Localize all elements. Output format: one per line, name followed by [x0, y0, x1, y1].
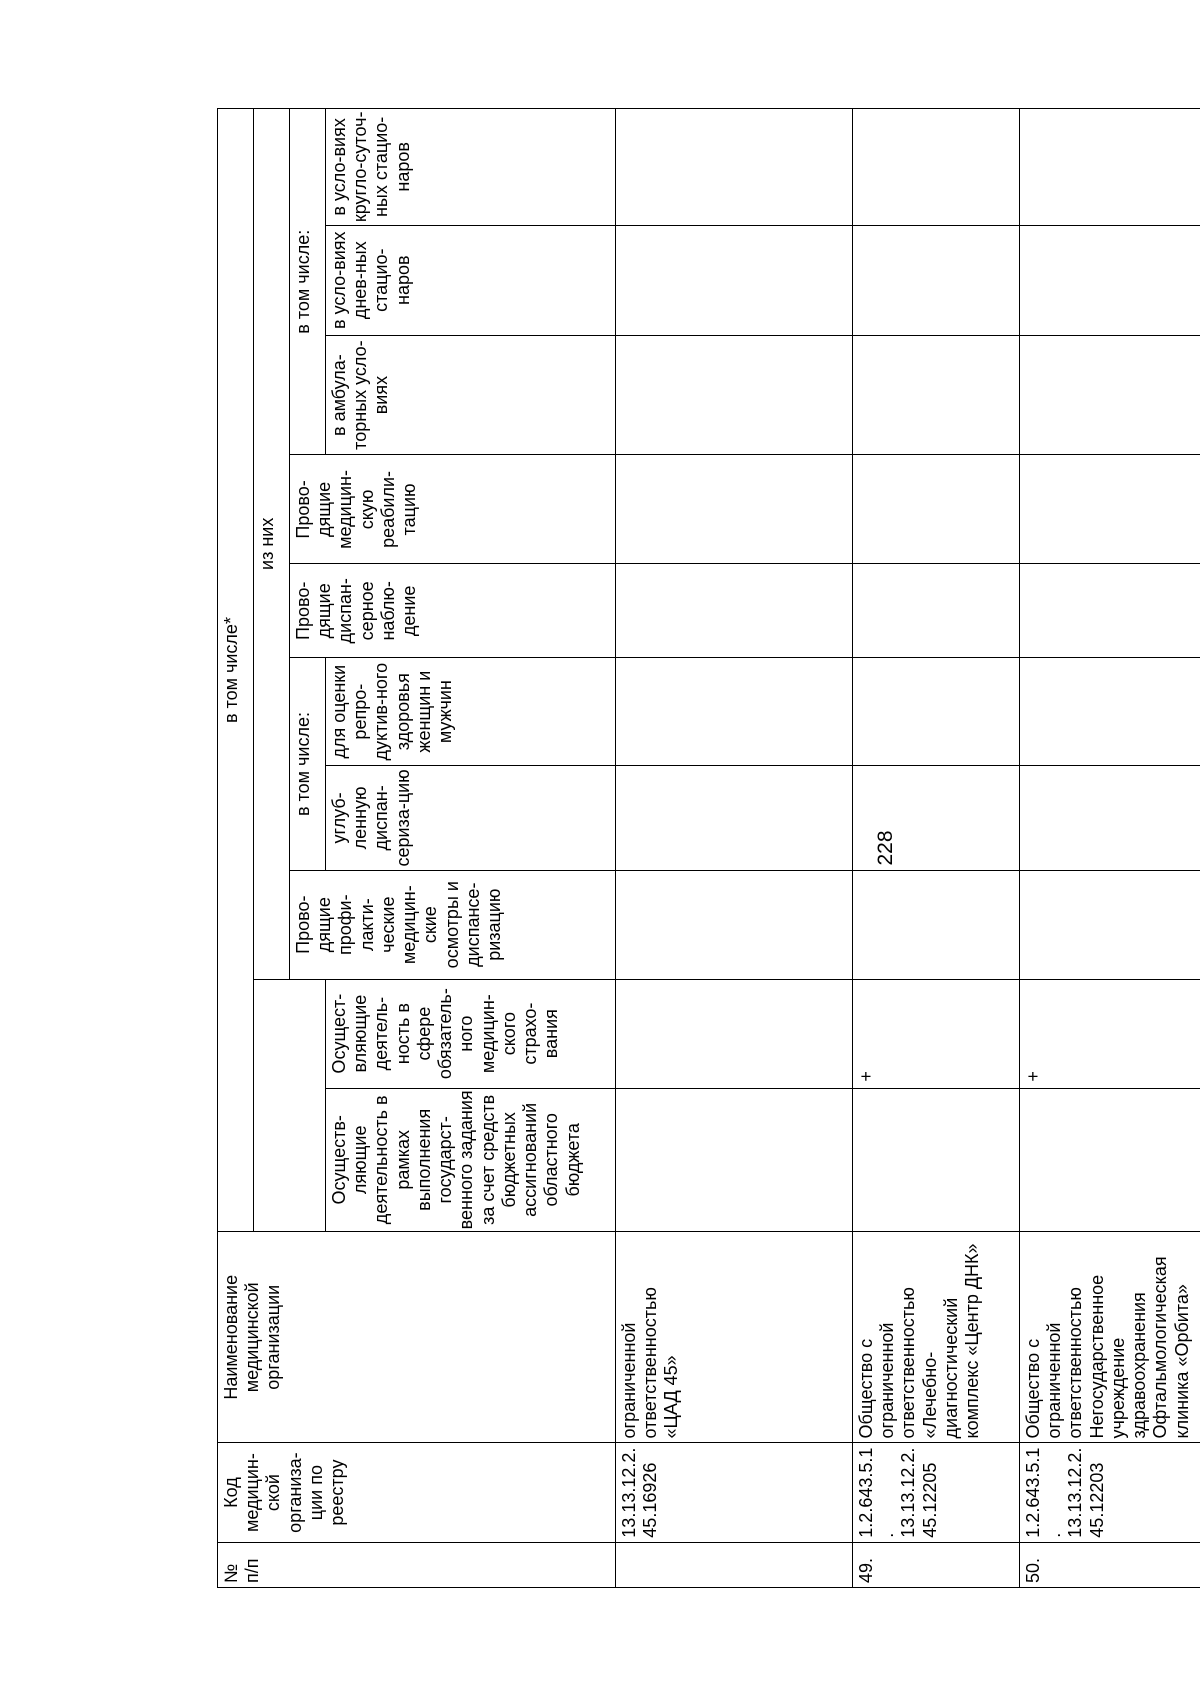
cell-day — [616, 225, 853, 335]
medical-organizations-table — [217, 108, 1200, 1588]
table-row — [853, 109, 1020, 1588]
cell-amb — [1020, 335, 1200, 455]
cell-day — [853, 225, 1020, 335]
cell-day — [1020, 225, 1200, 335]
cell-state-task — [616, 1088, 853, 1231]
cell-round — [1020, 109, 1200, 226]
header-incl-sub: в том числе: — [290, 658, 326, 870]
cell-prof — [1020, 870, 1200, 979]
cell-name: Общество с ограниченной ответственностью Негосударственное учреждение здравоохранения Офтальмологическая клиника «Орбита» — [1020, 1232, 1200, 1443]
cell-disp — [616, 564, 853, 658]
cell-num — [616, 1542, 853, 1587]
page-number: 228 — [874, 830, 897, 866]
header-disp: Прово-дящие диспан-серное наблю-дение — [290, 564, 616, 658]
cell-num: 50. — [1020, 1542, 1200, 1587]
cell-prof — [616, 870, 853, 979]
cell-repro — [616, 658, 853, 766]
header-code: Код медицин-ской организа-ции по реестру — [218, 1443, 616, 1542]
cell-rehab — [1020, 455, 1200, 564]
header-deep: углуб-ленную диспан-сериза-цию — [326, 766, 616, 871]
header-rehab: Прово-дящие медицин-скую реабили-тацию — [290, 455, 616, 564]
header-name: Наименование медицинской организации — [218, 1232, 616, 1443]
cell-amb — [853, 335, 1020, 455]
rotated-page-content — [217, 108, 1192, 1588]
table-row — [616, 109, 853, 1588]
cell-round — [616, 109, 853, 226]
cell-name: Общество с ограниченной ответственностью «Лечебно-диагностический комплекс «Центр ДНК» — [853, 1232, 1020, 1443]
header-prof: Прово-дящие профи-лакти-ческие медицин-ские осмотры и диспансе-ризацию — [290, 870, 616, 979]
cell-name: ограниченной ответственностью «ЦАД 45» — [616, 1232, 853, 1443]
cell-disp — [1020, 564, 1200, 658]
cell-repro — [1020, 658, 1200, 766]
header-day: в усло-виях днев-ных стацио-наров — [326, 225, 616, 335]
cell-deep — [1020, 766, 1200, 871]
cell-state-task — [1020, 1088, 1200, 1231]
cell-disp — [853, 564, 1020, 658]
cell-amb — [616, 335, 853, 455]
header-incl: в том числе* — [218, 109, 254, 1232]
cell-deep — [853, 766, 1020, 871]
cell-code: 1.2.643.5.1. 13.13.12.2. 45.12203 — [1020, 1443, 1200, 1542]
cell-code: 13.13.12.2. 45.16926 — [616, 1443, 853, 1542]
cell-repro — [853, 658, 1020, 766]
header-round: в усло-виях кругло-суточ-ных стацио-наров — [326, 109, 616, 226]
cell-deep — [616, 766, 853, 871]
cell-state-task — [853, 1088, 1020, 1231]
cell-round — [853, 109, 1020, 226]
cell-rehab — [616, 455, 853, 564]
header-repro: для оценки репро-дуктив-ного здоровья женщин и мужчин — [326, 658, 616, 766]
table-row — [1020, 109, 1200, 1588]
header-incl-sub2: в том числе: — [290, 109, 326, 455]
cell-oms: + — [853, 979, 1020, 1088]
cell-rehab — [853, 455, 1020, 564]
header-of-them: из них — [254, 109, 290, 980]
header-num: № п/п — [218, 1542, 616, 1587]
cell-prof — [853, 870, 1020, 979]
cell-oms — [616, 979, 853, 1088]
cell-code: 1.2.643.5.1. 13.13.12.2. 45.12205 — [853, 1443, 1020, 1542]
cell-oms: + — [1020, 979, 1200, 1088]
header-amb: в амбула-торных усло-виях — [326, 335, 616, 455]
cell-num: 49. — [853, 1542, 1020, 1587]
header-state-task: Осуществ-ляющие деятельность в рамках выполнения государст-венного задания за счет средств бюджетных ассигнований областного бюджета — [326, 1088, 616, 1231]
header-oms: Осущест-вляющие деятель-ность в сфере обязатель-ного медицин-ского страхо-вания — [326, 979, 616, 1088]
header-empty-top — [254, 979, 326, 1231]
